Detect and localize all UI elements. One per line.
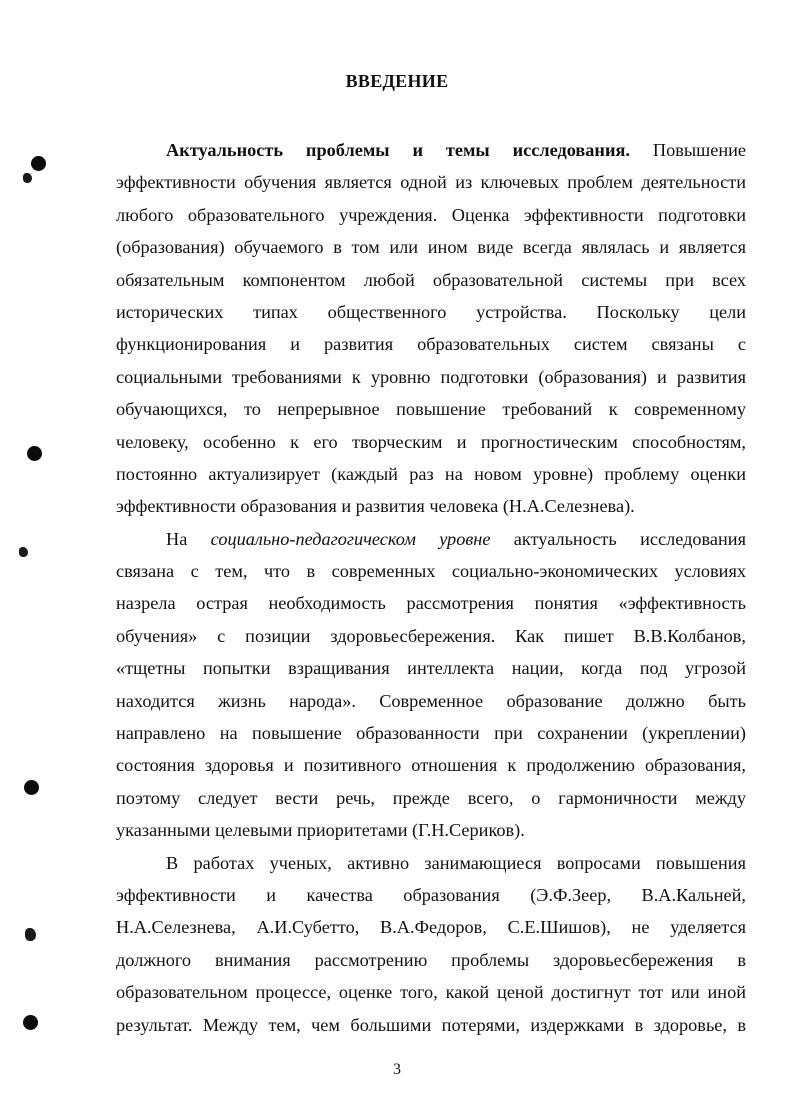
binder-hole (23, 1015, 38, 1030)
paragraph-line: обязательным компонентом любой образовательной системы при всех (116, 269, 746, 290)
italic-phrase: социально-педагогическом уровне (210, 528, 491, 549)
paragraph-line: направлено на повышение образованности при сохранении (укреплении) (116, 723, 746, 744)
text-run: актуальность исследования (513, 528, 746, 549)
paragraph-line: человеку, особенно к его творческим и прогностическим способностям, (116, 431, 746, 452)
paragraph-line: должного внимания рассмотрению проблемы здоровьесбережения в (116, 949, 746, 970)
paragraph-line: указанными целевыми приоритетами (Г.Н.Сериков). (116, 820, 525, 841)
paragraph-line: «тщетны попытки взращивания интеллекта нации, когда под угрозой (116, 658, 746, 679)
scan-speck (25, 928, 36, 941)
paragraph-line: функционирования и развития образовательных систем связаны с (116, 334, 746, 355)
paragraph-line: любого образовательного учреждения. Оценка эффективности подготовки (116, 204, 746, 225)
paragraph-line: эффективности обучения является одной из ключевых проблем деятельности (116, 172, 746, 193)
paragraph-line: эффективности образования и развития человека (Н.А.Селезнева). (116, 496, 635, 517)
page-number: 3 (393, 1061, 401, 1078)
paragraph-line: В работах ученых, активно занимающиеся вопросами повышения (166, 852, 746, 873)
text-run: Повышение (652, 140, 746, 160)
paragraph-line: назрела острая необходимость рассмотрения понятия «эффективность (116, 593, 746, 614)
text-run: На (166, 528, 188, 549)
paragraph-line: результат. Между тем, чем большими потерями, издержками в здоровье, в (116, 1014, 746, 1035)
scan-speck (19, 547, 28, 557)
paragraph-line: образовательном процессе, оценке того, какой ценой достигнут тот или иной (116, 982, 746, 1003)
paragraph-line: постоянно актуализирует (каждый раз на новом уровне) проблему оценки (116, 463, 746, 484)
paragraph-line: (образования) обучаемого в том или ином виде всегда являлась и является (116, 237, 746, 258)
paragraph-line: находится жизнь народа». Современное образование должно быть (116, 690, 746, 711)
paragraph-line (116, 523, 746, 555)
paragraph-line: связана с тем, что в современных социально-экономических условиях (116, 561, 746, 582)
paragraph-line: обучающихся, то непрерывное повышение требований к современному (116, 399, 746, 420)
page-title: ВВЕДЕНИЕ (345, 71, 449, 91)
paragraph-line: обучения» с позиции здоровьесбережения. Как пишет В.В.Колбанов, (116, 625, 746, 646)
binder-hole (27, 446, 42, 461)
paragraph-line: Н.А.Селезнева, А.И.Субетто, В.А.Федоров, С.Е.Шишов), не уделяется (116, 917, 746, 938)
paragraph-line (116, 134, 746, 166)
paragraph-line: социальными требованиями к уровню подготовки (образования) и развития (116, 366, 746, 387)
paragraph-line: исторических типах общественного устройства. Поскольку цели (116, 301, 746, 322)
paragraph-line: эффективности и качества образования (Э.Ф.Зеер, В.А.Кальней, (116, 884, 746, 905)
body-text (116, 134, 746, 1041)
binder-hole (31, 156, 46, 171)
paragraph-line: поэтому следует вести речь, прежде всего, о гармоничности между (116, 787, 746, 808)
scan-speck (23, 173, 32, 183)
paragraph-line: состояния здоровья и позитивного отношения к продолжению образования, (116, 755, 746, 776)
bold-lead: Актуальность проблемы и темы исследования. (166, 140, 630, 160)
binder-hole (24, 780, 39, 795)
